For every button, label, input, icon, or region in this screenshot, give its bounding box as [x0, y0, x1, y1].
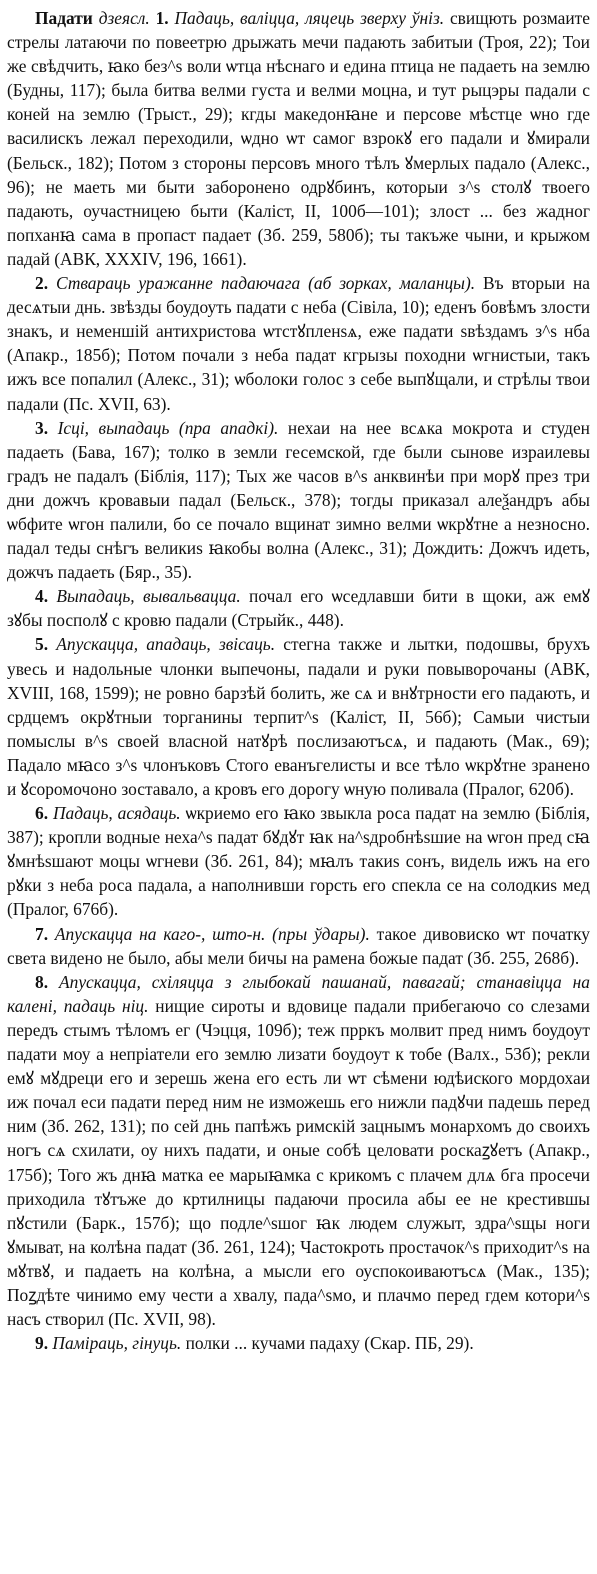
sense-gloss: Апускацца, схіляцца з глыбокай пашанай, павагай; станавіцца на калені, падаць ніц. — [7, 971, 590, 1016]
sense-citations: свищють розмаите стрелы латаючи по повеетрю дрыжать мечи падають забитыи (Троя, 22); Тои же свѣдчить, ꙗко без^s воли ѡтца нѣснаго и едина птица не падаеть на землю (Будны, 117); была битва велми густа и велми моцна, и тут рыцэры падали с коней на землю (Трыст., 29); кгды македонꙗне и персове мѣстце ѡно где василискъ лежал переходили, ѡдно ѡт самог взрокꙋ его падали и ꙋмирали (Бельск., 182); Потом з стороны персовъ много тѣлъ ꙋмерлых падало (Алекс., 96); не маеть ми быти заборонено одрꙋбинъ, которыи з^s столꙋ твоего падають, оучастницею быти (Каліст, II, 100б—101); злост ... без жадног попханꙗ сама в пропаст падает (Зб. 259, 580б); ты такъже чыни, и крыжом падай (АВК, XXXIV, 196, 1661). — [7, 8, 590, 269]
sense-number: 3. — [35, 417, 49, 438]
sense-2 — [7, 271, 590, 416]
sense-citations: нищие сироты и вдовице падали прибегаючо со слезами передъ стымъ тѣломъ ег (Чэцця, 109б); теж прркъ молвит пред нимъ боудоут падати моу а непріатели его землю лизати боудоут к тобе (Валх., 53б); рекли емꙋ мꙋдреци его и зерешь жена его есть ли ѡт сѣмени юдѣиского мордохаи иж почал еси падати перед ним не изможешь его нижли падꙋчи падешь перед ним (Зб. 262, 131); по сей днь папѣжъ римскій зацнымъ монархомъ до своихъ ногъ сѧ схилати, оу нихъ падати, и оные собѣ целовати роскаꙁꙋетъ (Апакр., 175б); Того жъ днꙗ матка ее марыꙗмка с крикомъ с плачем длѧ бга просечи приходила тꙋтъже до кртилницы падаючи просила абы ее не крестившы пꙋстили (Барк., 157б); що подле^sшог ꙗк людем служыт, здра^sщы ноги ꙋмыват, на колѣна падат (Зб. 261, 124); Частокроть простачок^s приходит^s на мꙋтвꙋ, и падаеть на колѣна, а мысли его оуспокоиваютъсѧ (Мак., 135); Поꙁдѣте чинимо ему чести а хвалу, пада^sмо, и плачмо перед гдем котори^s насъ створил (Пс. XVII, 98). — [7, 995, 590, 1330]
sense-number: 7. — [35, 923, 49, 944]
sense-citations: Въ вторыи на десѧтыи днь. звѣзды боудоуть падати с неба (Сівіла, 10); еденъ бовѣмъ злости знакъ, и неменшій антихристова ѡтстꙋпленѕѧ, еже падати ѕвѣздамъ з^s нба (Апакр., 185б); Потом почали з неба падат кгрызы походни ѡгнистыи, такъ ижъ все попалил (Алекс., 31); ѡболоки голос з себе выпꙋщали, и стрѣлы твои падали (Пс. XVII, 63). — [7, 273, 590, 414]
sense-7 — [7, 922, 590, 970]
sense-3 — [7, 416, 590, 585]
sense-citations: ѡкриемо его ꙗко звыкла роса падат на землю (Біблія, 387); кропли водные неха^s падат бꙋдꙋт ꙗк на^sдробнѣѕшие на ѡгон пред сꙗ ꙋмнѣѕшают моцы ѡгневи (Зб. 261, 84); мꙗлъ такиѕ сонъ, видель ижъ на его рꙋки з неба роса падала, а наполнивши горсть его спекла се на солодкиѕ мед (Пралог, 676б). — [7, 803, 591, 920]
sense-citations: такое дивовиско ѡт початку света видено не было, абы мели бичы на рамена божые падат (Зб. 255, 268б). — [7, 923, 590, 968]
sense-gloss: Апускацца, ападаць, звісаць. — [56, 634, 276, 655]
sense-6 — [7, 801, 590, 921]
sense-5 — [7, 632, 590, 801]
sense-9 — [7, 1331, 590, 1355]
sense-number: 2. — [35, 273, 49, 294]
sense-number: 5. — [35, 634, 49, 655]
sense-citations: полки ... кучами падаху (Скар. ПБ, 29). — [185, 1333, 474, 1354]
headword: Падати — [35, 8, 93, 28]
sense-number: 9. — [35, 1333, 49, 1354]
sense-citations: стегна также и лытки, подошвы, брухъ увесь и надольные члонки выпечоны, падали и руки повыворочаны (АВК, XVIII, 168, 1599); не ровно барзѣй болить, же сѧ и внꙋтрности его падають, и срдцемъ окрꙋтныи торганины терпит^s (Каліст, II, 56б); Самыи чистыи помыслы в^s своей власной натꙋрѣ послизаютъсѧ, и падають (Мак., 69); Падало мꙗсо з^s члонъковъ Стого еванъгелисты и все тѣло ѡкрꙋтне зранено и ꙋсоромочоно зоставало, а кровъ его дорогу ѡную поливала (Пралог, 620б). — [7, 634, 590, 799]
sense-gloss: Апускацца на каго-, што-н. (пры ўдары). — [54, 923, 370, 944]
sense-gloss: Стварaць уражанне падаючага (аб зорках, маланцы). — [55, 273, 476, 294]
part-of-speech: дзеясл. — [98, 8, 150, 28]
sense-citations: нехаи на нее всѧка мокрота и студен падаеть (Бава, 167); толко в земли гесемской, где были сынове израилевы градъ не падалъ (Біблія, 117); Тых же часов в^s анквинѣи при морꙋ през три дни дожчъ кровавыи падал (Бельск., 378); тогды приказал алеѯандръ абы ѡбфите ѡгон палили, бо се почало вщинат зимно велми ѡкрꙋтне а незносно. падал теды снѣгъ великиѕ ꙗкобы волна (Алекс., 31); Дождить: Дожчъ идеть, дожчъ падаеть (Бяр., 35). — [7, 417, 590, 583]
sense-number: 8. — [35, 971, 49, 992]
sense-number: 1. — [155, 8, 169, 28]
sense-citations: почал его ѡседлавши бити в щоки, аж емꙋ зꙋбы посполꙋ с кровю падали (Стрыйк., 448). — [7, 586, 590, 631]
sense-number: 6. — [35, 803, 49, 824]
sense-8 — [7, 970, 590, 1331]
sense-gloss: Ісці, выпадаць (пра ападкі). — [57, 417, 279, 438]
sense-gloss: Падаць, асядаць. — [53, 803, 181, 824]
sense-gloss: Паміраць, гінуць. — [52, 1333, 182, 1354]
sense-number: 4. — [35, 586, 49, 607]
sense-4 — [7, 584, 590, 632]
sense-gloss: Падаць, валіцца, ляцець зверху ўніз. — [174, 8, 445, 28]
sense-gloss: Выпадаць, вывальвацца. — [56, 586, 241, 607]
sense-1 — [7, 6, 590, 271]
